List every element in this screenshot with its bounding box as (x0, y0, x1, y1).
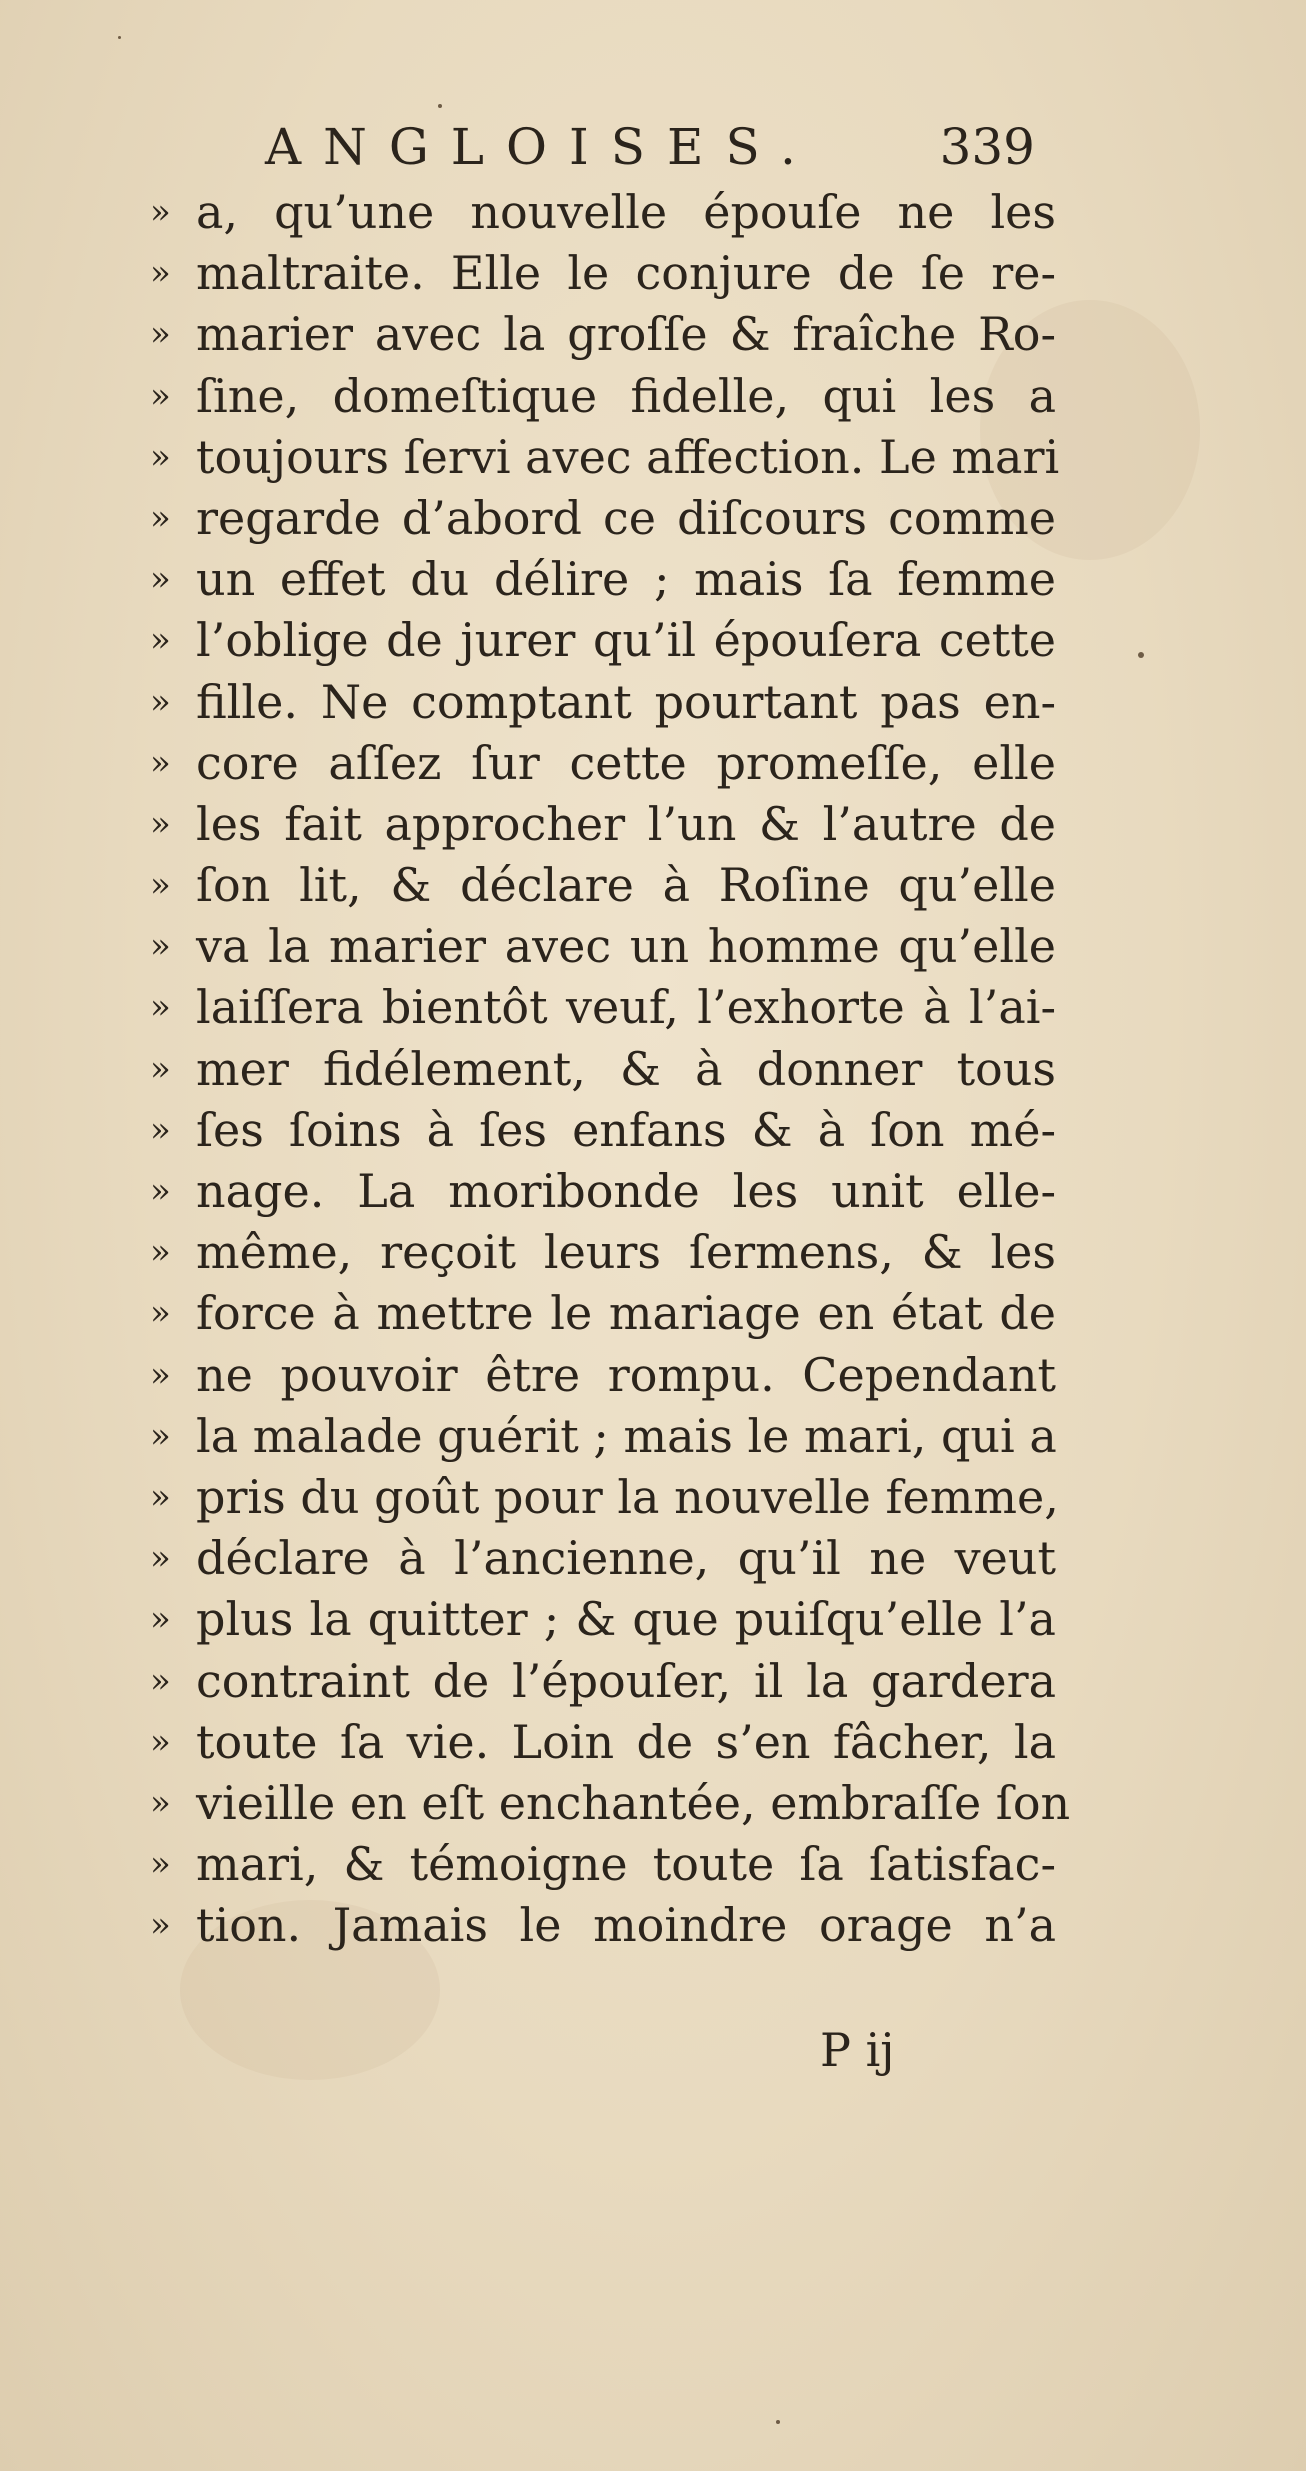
quote-mark: » (150, 1293, 171, 1334)
ink-speck (438, 104, 442, 108)
ink-speck (118, 36, 121, 39)
quote-mark: » (150, 1354, 171, 1395)
quote-mark: » (150, 314, 171, 355)
quote-mark: » (150, 559, 171, 600)
text-line (150, 1039, 1056, 1100)
line-text: toute ſa vie. Loin de s’en fâcher, la (196, 1714, 1056, 1769)
quote-mark: » (150, 1232, 171, 1273)
line-text: vieille en eſt enchantée, embraſſe ſon (196, 1775, 1071, 1830)
line-text: contraint de l’épouſer, il la gardera (196, 1653, 1056, 1708)
page-header (265, 112, 1045, 182)
text-line (150, 1834, 1056, 1895)
text-line (150, 1589, 1056, 1650)
running-head: ANGLOISES. (265, 118, 818, 176)
text-line (150, 243, 1056, 304)
ink-speck (776, 2420, 780, 2424)
quote-mark: » (150, 681, 171, 722)
signature-mark: P ij (820, 2023, 895, 2077)
quote-mark: » (150, 497, 171, 538)
text-line (150, 1773, 1071, 1834)
text-line (150, 733, 1056, 794)
quote-mark: » (150, 987, 171, 1028)
quote-mark: » (150, 1048, 171, 1089)
text-line (150, 1283, 1056, 1344)
quote-mark: » (150, 1660, 171, 1701)
quote-mark: » (150, 1721, 171, 1762)
text-line (150, 610, 1056, 671)
quote-mark: » (150, 1844, 171, 1885)
quote-mark: » (150, 375, 171, 416)
text-line (150, 427, 1060, 488)
text-line (150, 1406, 1057, 1467)
line-text: plus la quitter ; & que puiſqu’elle l’a (196, 1592, 1056, 1647)
quote-mark: » (150, 926, 171, 967)
text-line (150, 916, 1056, 977)
quote-mark: » (150, 1538, 171, 1579)
text-line (150, 1222, 1056, 1283)
line-text: ſes ſoins à ſes enfans & à ſon mé- (196, 1102, 1056, 1157)
text-line (150, 488, 1056, 549)
line-text: même, reçoit leurs ſermens, & les (196, 1225, 1056, 1280)
quote-mark: » (150, 620, 171, 661)
text-line (150, 1161, 1056, 1222)
line-text: un effet du délire ; mais ſa femme (196, 552, 1056, 607)
body-text (150, 182, 1071, 1956)
line-text: déclare à l’ancienne, qu’il ne veut (196, 1531, 1056, 1586)
quote-mark: » (150, 1109, 171, 1150)
line-text: nage. La moribonde les unit elle- (196, 1164, 1056, 1218)
text-line (150, 977, 1056, 1038)
quote-mark: » (150, 253, 171, 294)
line-text: laiſſera bientôt veuf, l’exhorte à l’ai- (196, 980, 1056, 1035)
line-text: mer fidélement, & à donner tous (196, 1041, 1056, 1096)
quote-mark: » (150, 436, 171, 477)
line-text: va la marier avec un homme qu’elle (196, 919, 1056, 974)
line-text: force à mettre le mariage en état de (196, 1286, 1056, 1341)
line-text: ſine, domeſtique fidelle, qui les a (196, 368, 1056, 423)
ink-speck (1138, 652, 1144, 658)
quote-mark: » (150, 1599, 171, 1640)
line-text: maltraite. Elle le conjure de ſe re- (196, 246, 1056, 301)
text-line (150, 1345, 1056, 1406)
text-line (150, 1895, 1056, 1956)
text-line (150, 182, 1056, 243)
text-line (150, 1712, 1056, 1773)
page-number: 339 (939, 118, 1035, 176)
quote-mark: » (150, 1476, 171, 1517)
line-text: toujours ſervi avec affection. Le mari (196, 429, 1060, 484)
text-line (150, 794, 1056, 855)
line-text: les fait approcher l’un & l’autre de (196, 796, 1056, 851)
text-line (150, 1528, 1056, 1589)
quote-mark: » (150, 865, 171, 906)
text-line (150, 1100, 1056, 1161)
line-text: ſon lit, & déclare à Roſine qu’elle (196, 858, 1056, 913)
text-line (150, 855, 1056, 916)
line-text: fille. Ne comptant pourtant pas en- (196, 674, 1056, 729)
line-text: la malade guérit ; mais le mari, qui a (196, 1408, 1057, 1463)
quote-mark: » (150, 1171, 171, 1211)
text-line (150, 304, 1056, 365)
text-line (150, 366, 1056, 427)
line-text: pris du goût pour la nouvelle femme, (196, 1469, 1059, 1524)
line-text: l’oblige de jurer qu’il épouſera cette (196, 613, 1056, 668)
text-line (150, 1467, 1059, 1528)
text-line (150, 549, 1056, 610)
line-text: mari, & témoigne toute ſa ſatisfac- (196, 1837, 1056, 1892)
quote-mark: » (150, 1782, 171, 1823)
quote-mark: » (150, 192, 171, 232)
text-line (150, 1651, 1056, 1712)
quote-mark: » (150, 1415, 171, 1456)
quote-mark: » (150, 1905, 171, 1946)
line-text: ne pouvoir être rompu. Cependant (196, 1347, 1056, 1402)
line-text: core aſſez ſur cette promeſſe, elle (196, 735, 1056, 790)
quote-mark: » (150, 742, 171, 783)
line-text: a, qu’une nouvelle épouſe ne les (196, 185, 1056, 239)
line-text: tion. Jamais le moindre orage n’a (196, 1898, 1056, 1953)
text-line (150, 672, 1056, 733)
line-text: marier avec la groſſe & fraîche Ro- (196, 307, 1056, 362)
quote-mark: » (150, 803, 171, 844)
line-text: regarde d’abord ce diſcours comme (196, 490, 1056, 545)
